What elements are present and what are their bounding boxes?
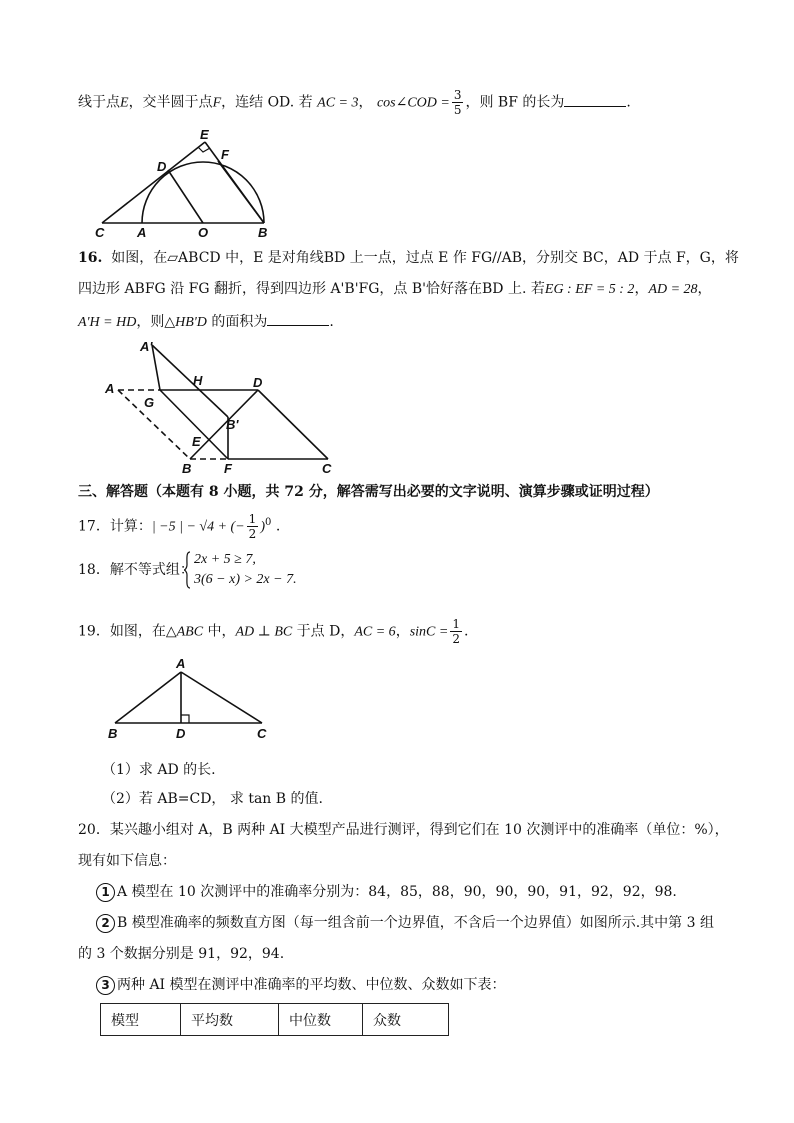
q16-line1-text: 如图，在▱ABCD 中，E 是对角线BD 上一点，过点 E 作 FG//AB，分别交 BC，AD 于点 F，G，将: [111, 250, 739, 266]
q16-label-h: H: [193, 373, 203, 388]
q20-item-3-mark: 3: [96, 976, 115, 995]
q15-label-d: D: [157, 159, 167, 174]
q15-var-e: E: [120, 95, 129, 111]
section-3-title: 三、解答题（本题有 8 小题，共 72 分，解答需写出必要的文字说明、演算步骤或证明过程）: [78, 484, 659, 500]
q20-table-header-row: [101, 1004, 449, 1036]
q20-header-model: 模型: [101, 1004, 181, 1036]
q15-text-c: ，连结 OD. 若: [221, 94, 313, 111]
q18-system: [194, 550, 297, 590]
q16-number: 16.: [78, 250, 103, 266]
q16-line-3: [78, 311, 334, 333]
q16-label-a-prime: A': [140, 339, 153, 354]
q20-header-mean: 平均数: [181, 1004, 279, 1036]
q15-label-o: O: [198, 225, 209, 240]
q19-label-b: B: [108, 726, 118, 741]
q20-item-3-text: 两种 AI 模型在测评中准确率的平均数、中位数、众数如下表：: [117, 977, 506, 993]
q20-item-2-mark: 2: [96, 914, 115, 933]
q18-inequality-1: 2x + 5 ≥ 7,: [194, 552, 256, 567]
q16-line-1: [78, 248, 739, 268]
q15-text-d: ，: [358, 94, 373, 111]
q19-sin-den: 2: [452, 632, 460, 646]
q15-line-bf: [218, 161, 264, 223]
q15-cos-num: 3: [453, 88, 462, 102]
q15-label-b: B: [258, 225, 268, 240]
q17-expr-b: ): [260, 519, 265, 535]
q16-comma: ，: [697, 281, 712, 297]
q20-item-1: [96, 882, 677, 902]
q16-line2-text: 四边形 ABFG 沿 FG 翻折，得到四边形 A'B'FG，点 B'恰好落在BD 上. 若: [78, 281, 545, 297]
q19-line-ab: [115, 672, 181, 723]
q16-line-dc: [258, 390, 328, 459]
q16-line-2: [78, 279, 712, 300]
q19-triangle: △ABC: [165, 624, 204, 640]
q16-sep: ，: [634, 281, 649, 297]
q16-ad-eq: AD = 28: [648, 282, 698, 297]
q15-label-f: F: [221, 147, 229, 162]
q15-text-line: [78, 88, 631, 117]
q19-line: [78, 617, 468, 646]
q19-label-c: C: [257, 726, 267, 741]
q16-area-text: 的面积为: [211, 314, 268, 330]
q19-line-ac: [181, 672, 262, 723]
q20-line-1: 20．某兴趣小组对 A，B 两种 AI 大模型产品进行测评，得到它们在 10 次测评中的准确率（单位：%），: [78, 822, 729, 838]
q19-text-c: ，: [395, 623, 410, 640]
q15-label-a: A: [137, 225, 147, 240]
q15-text-b: ，交半圆于点: [128, 94, 213, 111]
q19-fraction: [450, 617, 462, 646]
q15-var-f: F: [212, 95, 222, 111]
q20-item-2: [96, 913, 714, 933]
q20-item-1-mark: 1: [96, 883, 115, 902]
q16-ratio: EG : EF = 5 : 2: [544, 282, 635, 297]
q17-expr-a: | −5 | − √4 + (−: [151, 519, 245, 535]
q19-right-angle-mark: [181, 715, 189, 723]
q15-figure: [90, 125, 280, 240]
q20-item-1-text: A 模型在 10 次测评中的准确率分别为：84，85，88，90，90，90，91，92，92，98.: [117, 884, 677, 900]
q16-label-d: D: [253, 375, 263, 390]
q16-label-b: B: [182, 461, 192, 475]
q19-sin-num: 1: [452, 617, 460, 631]
q16-line-a1b1: [152, 345, 228, 417]
q19-end: .: [463, 623, 469, 640]
q15-answer-blank[interactable]: [564, 92, 626, 107]
q20-table: [100, 1003, 449, 1036]
q15-label-e: E: [200, 127, 209, 142]
q15-cos-expr: cos∠COD =: [376, 95, 450, 111]
q15-text-e: ，则 BF 的长为: [465, 94, 565, 111]
q20-line-2: 现有如下信息：: [78, 853, 176, 869]
q17-frac-num: 1: [248, 512, 257, 526]
q15-label-c: C: [95, 225, 105, 240]
q19-figure: [100, 655, 280, 743]
q16-figure: [100, 335, 345, 475]
q19-perp: AD ⊥ BC: [235, 624, 293, 640]
q20-item-3: [96, 975, 506, 995]
q15-line-od: [168, 170, 203, 223]
q20-header-mode: 众数: [363, 1004, 449, 1036]
q17-line: [78, 512, 280, 541]
q15-end: .: [626, 94, 631, 111]
q17-label: 17．计算：: [78, 518, 152, 535]
q19-text-a: 中，: [203, 623, 236, 640]
q16-label-g: G: [144, 395, 155, 410]
q15-cos-fraction: [452, 88, 464, 117]
q16-label-b-prime: B': [226, 417, 239, 432]
q16-answer-blank[interactable]: [267, 311, 329, 326]
q17-end: .: [275, 518, 281, 535]
q20-header-median: 中位数: [279, 1004, 363, 1036]
q15-text-a: 线于点: [78, 94, 120, 111]
q16-end: .: [329, 314, 334, 330]
q19-sub-2: （2）若 AB=CD， 求 tan B 的值.: [102, 791, 323, 807]
q19-label-d: D: [176, 726, 186, 741]
q17-exponent: 0: [264, 516, 272, 528]
q15-ac-eq: AC = 3: [317, 95, 359, 111]
q16-ah-hd: A'H = HD: [78, 315, 137, 330]
q19-text-b: 于点 D，: [292, 623, 355, 640]
q20-item-2-text: B 模型准确率的频数直方图（每一组含前一个边界值，不含后一个边界值）如图所示.其中第 3 组: [117, 915, 714, 931]
q16-label-c: C: [322, 461, 332, 475]
q19-ac: AC = 6: [354, 624, 396, 640]
q16-label-f: F: [224, 461, 232, 475]
q19-label-a: A: [176, 656, 186, 671]
q18-label: 18．解不等式组：: [78, 562, 194, 578]
q17-fraction: [247, 512, 259, 541]
q16-then: ，则: [136, 314, 165, 330]
q18-brace-icon: [183, 551, 191, 589]
q16-label-a: A: [105, 381, 115, 396]
q19-sin: sinC =: [409, 624, 449, 640]
q16-label-e: E: [192, 434, 201, 449]
q15-line-ce: [102, 142, 205, 223]
q18-inequality-2: 3(6 − x) > 2x − 7.: [194, 572, 297, 587]
q17-frac-den: 2: [248, 527, 257, 541]
q16-triangle: △HB'D: [164, 315, 207, 330]
q15-cos-den: 5: [453, 103, 462, 117]
q19-label: 19．如图，在: [78, 623, 166, 640]
q20-item-2-cont: 的 3 个数据分别是 91，92，94.: [78, 946, 285, 962]
q19-sub-1: （1）求 AD 的长.: [102, 762, 216, 778]
